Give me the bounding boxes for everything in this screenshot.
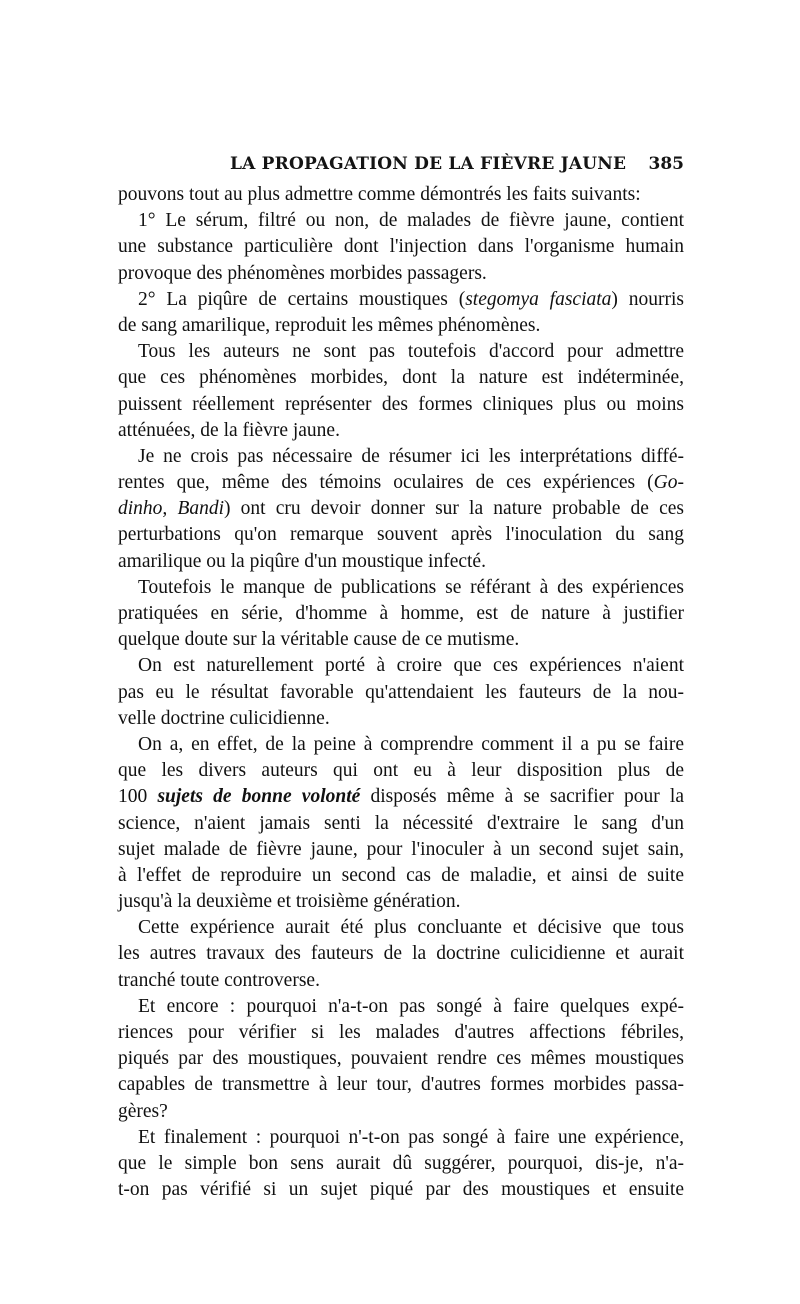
text-line	[118, 287, 684, 313]
running-title: LA PROPAGATION DE LA FIÈVRE JAUNE	[230, 154, 627, 174]
text-line: jusqu'à la deuxième et troisième génération.	[118, 891, 461, 913]
text-line	[118, 496, 684, 522]
text-line: atténuées, de la fièvre jaune.	[118, 419, 340, 441]
text-line: velle doctrine culicidienne.	[118, 707, 330, 729]
author-names: dinho, Bandi	[118, 498, 225, 520]
text-line: Tous les auteurs ne sont pas toutefois d'accord pour admettre	[138, 341, 684, 363]
emphasis: sujets de bonne volonté	[157, 786, 361, 808]
text-line	[118, 784, 684, 810]
text-run: ) nourris	[611, 288, 684, 310]
text-line: à l'effet de reproduire un second cas de maladie, et ainsi de suite	[118, 864, 684, 886]
text-line: quelque doute sur la véritable cause de ce mutisme.	[118, 629, 520, 651]
text-line: riences pour vérifier si les malades d'autres affections fébriles,	[118, 1022, 684, 1043]
text-line: que les divers auteurs qui ont eu à leur disposition plus de	[118, 760, 684, 782]
text-line: Je ne crois pas nécessaire de résumer ici les interprétations diffé-	[138, 445, 684, 467]
text-line: perturbations qu'on remarque souvent après l'inoculation du sang	[118, 524, 684, 546]
text-line: Et encore : pourquoi n'a-t-on pas songé à faire quelques expé-	[138, 995, 684, 1017]
text-line: science, n'aient jamais senti la nécessité d'extraire le sang d'un	[118, 812, 684, 834]
text-line: les autres travaux des fauteurs de la doctrine culicidienne et aurait	[118, 943, 684, 965]
text-line: que ces phénomènes morbides, dont la nature est indéterminée,	[118, 367, 684, 389]
text-line: pratiquées en série, d'homme à homme, est de nature à justifier	[118, 603, 684, 624]
paragraph-1	[118, 182, 684, 208]
paragraph-4	[118, 339, 684, 444]
text-line: capables de transmettre à leur tour, d'autres formes morbides passa-	[118, 1074, 684, 1096]
paragraph-6	[118, 575, 684, 654]
text-line: Cette expérience aurait été plus concluante et décisive que tous	[138, 917, 684, 939]
text-line: provoque des phénomènes morbides passagers.	[118, 262, 487, 284]
body-text	[118, 182, 684, 1203]
text-line: de sang amarilique, reproduit les mêmes phénomènes.	[118, 314, 541, 336]
text-line: amarilique ou la piqûre d'un moustique infecté.	[118, 550, 486, 572]
paragraph-10	[118, 994, 684, 1125]
text-line: gères?	[118, 1100, 168, 1122]
text-line: une substance particulière dont l'injection dans l'organisme humain	[118, 236, 684, 258]
author-names: Go-	[653, 472, 684, 494]
text-run: 100	[118, 786, 158, 808]
text-line: pouvons tout au plus admettre comme démontrés les faits suivants:	[118, 184, 641, 205]
paragraph-11	[118, 1125, 684, 1204]
text-line: puissent réellement représenter des formes cliniques plus ou moins	[118, 393, 684, 415]
paragraph-2	[118, 208, 684, 287]
page-header	[118, 150, 684, 178]
text-line: t-on pas vérifié si un sujet piqué par des moustiques et ensuite	[118, 1179, 684, 1201]
text-run: disposés même à se sacrifier pour la	[360, 786, 684, 808]
text-line: pas eu le résultat favorable qu'attendaient les fauteurs de la nou-	[118, 681, 684, 703]
paragraph-5	[118, 444, 684, 575]
text-line: piqués par des moustiques, pouvaient rendre ces mêmes moustiques	[118, 1048, 684, 1070]
text-run: rentes que, même des témoins oculaires de ces expériences (	[118, 472, 654, 494]
text-run: 2° La piqûre de certains moustiques (	[138, 288, 466, 310]
species-name: stegomya fasciata	[465, 288, 612, 310]
paragraph-9	[118, 915, 684, 994]
text-line: tranché toute controverse.	[118, 969, 320, 991]
text-line: Et finalement : pourquoi n'-t-on pas songé à faire une expérience,	[138, 1126, 684, 1148]
text-line: que le simple bon sens aurait dû suggérer, pourquoi, dis-je, n'a-	[118, 1152, 684, 1174]
text-line	[118, 470, 684, 496]
text-run: ) ont cru devoir donner sur la nature probable de ces	[224, 498, 684, 520]
text-line: 1° Le sérum, filtré ou non, de malades de fièvre jaune, contient	[138, 210, 684, 232]
text-line: Toutefois le manque de publications se référant à des expériences	[138, 576, 684, 598]
text-line: sujet malade de fièvre jaune, pour l'inoculer à un second sujet sain,	[118, 838, 684, 860]
text-line: On est naturellement porté à croire que ces expériences n'aient	[138, 655, 684, 677]
paragraph-7	[118, 653, 684, 732]
page-number: 385	[648, 154, 684, 174]
paragraph-3	[118, 287, 684, 339]
paragraph-8	[118, 732, 684, 915]
text-line: On a, en effet, de la peine à comprendre comment il a pu se faire	[138, 733, 684, 755]
